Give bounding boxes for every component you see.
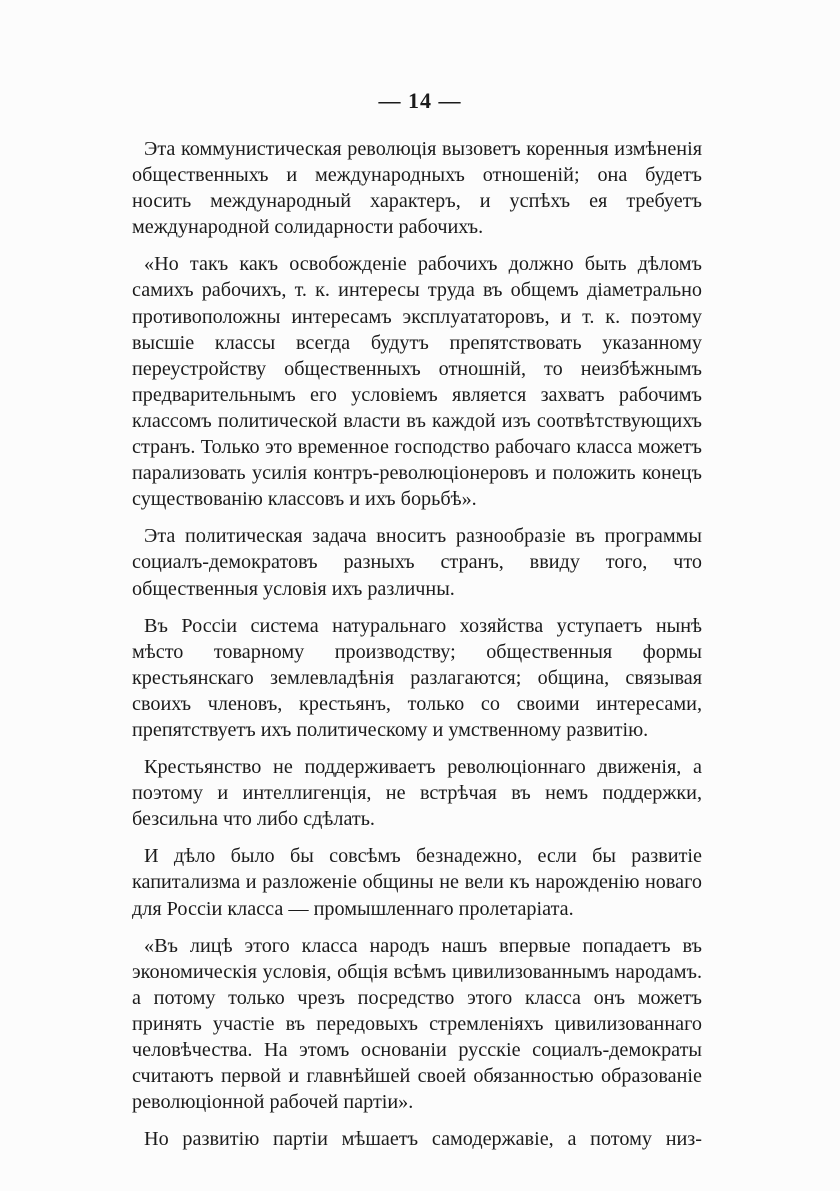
page-number: — 14 — bbox=[378, 88, 462, 113]
paragraph: «Но такъ какъ освобожденiе рабочихъ должно быть дѣломъ самихъ рабочихъ, т. к. интересы труда въ общемъ дiаметрально противоположны интересамъ эксплуататоровъ, и т. к. поэтому высшiе классы всегда будутъ препятствовать указанному переустройству общественныхъ отношнiй, то неизбѣжнымъ предварительнымъ его условiемъ является захватъ рабочимъ классомъ политической власти въ каждой изъ соотвѣтствующихъ странъ. Только это временное господство рабочаго класса можетъ парализовать усилiя контръ-революцiонеровъ и положить конецъ существованiю классовъ и ихъ борьбѣ». bbox=[132, 253, 702, 511]
paragraph: Въ Россiи система натуральнаго хозяйства уступаетъ нынѣ мѣсто товарному производству; общественныя формы крестьянскаго землевладѣнiя разлагаются; община, связывая своихъ членовъ, крестьянъ, только со своими интересами, препятствуетъ ихъ политическому и умственному развитiю. bbox=[132, 614, 702, 741]
paragraph: Но развитiю партiи мѣшаетъ самодержавiе, а потому низ- bbox=[144, 1128, 702, 1151]
paragraph: Эта коммунистическая революцiя вызоветъ коренныя измѣненiя общественныхъ и международныхъ отношенiй; она будетъ носить международный характеръ, и успѣхъ ея требуетъ международной солидарности рабочихъ. bbox=[132, 138, 702, 239]
body-text bbox=[132, 136, 702, 1163]
paragraph: Крестьянство не поддерживаетъ революцiоннаго движенiя, а поэтому и интеллигенцiя, не встрѣчая въ немъ поддержки, безсильна что либо сдѣлать. bbox=[132, 756, 702, 831]
paragraph: Эта политическая задача вноситъ разнообразiе въ программы социалъ-демократовъ разныхъ странъ, ввиду того, что общественныя условiя ихъ различны. bbox=[132, 525, 702, 600]
paragraph: «Въ лицѣ этого класса народъ нашъ впервые попадаетъ въ экономическiя условiя, общiя всѣмъ цивилизованнымъ народамъ. а потому только чрезъ посредство этого класса онъ можетъ принять участiе въ передовыхъ стремленiяхъ цивилизованнаго человѣчества. На этомъ основанiи русскiе социалъ-демократы считаютъ первой и главнѣйшей своей обязанностью образованiе революцiонной рабочей партiи». bbox=[132, 934, 702, 1114]
paragraph: И дѣло было бы совсѣмъ безнадежно, если бы развитiе капитализма и разложенiе общины не вели къ нарожденiю новаго для Россiи класса — промышленнаго пролетарiата. bbox=[132, 845, 702, 920]
